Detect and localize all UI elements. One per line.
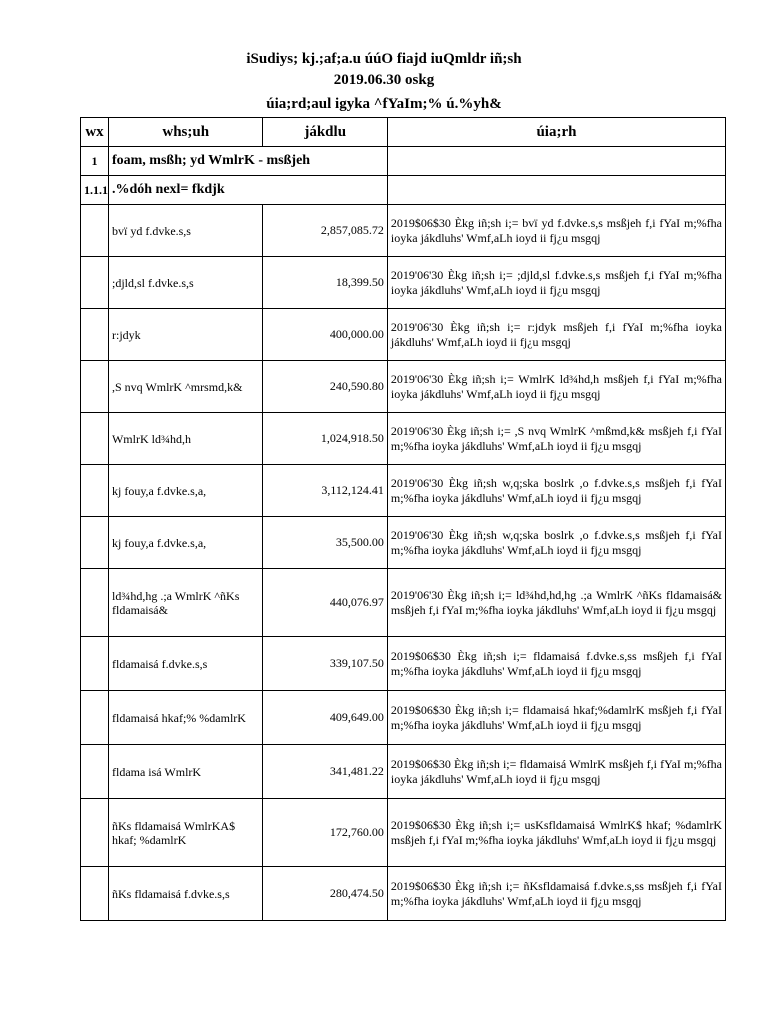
subsection-empty-cell [387,176,725,205]
item-description: 2019$06$30 Èkg iñ;sh i;= bvï yd f.dvke.s,s msßjeh f,i fYaI m;%fha ioyka jákdluhs' Wmf,aLh ioyd ii fj¿u msgqj [387,205,725,257]
item-description: 2019'06'30 Èkg iñ;sh i;= r:jdyk msßjeh f,i fYaI m;%fha ioyka jákdluhs' Wmf,aLh ioyd ii fj¿u msgqj [387,309,725,361]
item-description: 2019$06$30 Èkg iñ;sh i;= fldamaisá WmlrK msßjeh f,i fYaI m;%fha ioyka jákdluhs' Wmf,aLh ioyd ii fj¿u msgqj [387,745,725,799]
table-row [81,465,726,517]
item-description: 2019'06'30 Èkg iñ;sh i;= ,S nvq WmlrK ^mßmd,k& msßjeh f,i fYaI m;%fha ioyka jákdluhs' Wmf,aLh ioyd ii fj¿u msgqj [387,413,725,465]
subsection-label: .%dóh nexl= fkdjk [108,176,387,205]
item-amount: 409,649.00 [263,691,387,745]
report-title: úia;rd;aul igyka ^fYaIm;% ú.%yh& [266,96,502,112]
item-name: fldama isá WmlrK [108,745,263,799]
col-header-amount: jákdlu [263,118,387,147]
item-name: r:jdyk [108,309,263,361]
table-row [81,637,726,691]
item-description: 2019'06'30 Èkg iñ;sh i;= ;djld,sl f.dvke.s,s msßjeh f,i fYaI m;%fha ioyka jákdluhs' Wmf,aLh ioyd ii fj¿u msgqj [387,257,725,309]
society-name: iSudiys; kj.;af;a.u úúO fiajd iuQmldr iñ;sh [246,51,522,67]
item-name: ñKs fldamaisá WmlrKA$ hkaf; %damlrK [108,799,263,867]
item-description: 2019$06$30 Èkg iñ;sh i;= ñKsfldamaisá f.dvke.s,ss msßjeh f,i fYaI m;%fha ioyka jákdluhs' Wmf,aLh ioyd ii fj¿u msgqj [387,867,725,921]
item-name: ;djld,sl f.dvke.s,s [108,257,263,309]
item-description: 2019'06'30 Èkg iñ;sh w,q;ska boslrk ,o f.dvke.s,s msßjeh f,i fYaI m;%fha ioyka jákdluhs' Wmf,aLh ioyd ii fj¿u msgqj [387,517,725,569]
item-description: 2019$06$30 Èkg iñ;sh i;= fldamaisá hkaf;%damlrK msßjeh f,i fYaI m;%fha ioyka jákdluhs' Wmf,aLh ioyd ii fj¿u msgqj [387,691,725,745]
item-name: kj fouy,a f.dvke.s,a, [108,517,263,569]
section-row [81,147,726,176]
assets-table [80,117,726,921]
table-row [81,745,726,799]
table-row [81,309,726,361]
subsection-row [81,176,726,205]
table-row [81,413,726,465]
table-row [81,257,726,309]
item-amount: 341,481.22 [263,745,387,799]
section-number: 1 [81,147,109,176]
table-row [81,205,726,257]
item-description: 2019$06$30 Èkg iñ;sh i;= usKsfldamaisá WmlrK$ hkaf; %damlrK msßjeh f,i fYaI m;%fha ioyka jákdluhs' Wmf,aLh ioyd ii fj¿u msgqj [387,799,725,867]
report-date: 2019.06.30 oskg [333,72,435,88]
table-row [81,361,726,413]
item-amount: 35,500.00 [263,517,387,569]
section-label: foam, msßh; yd WmlrK - msßjeh [108,147,387,176]
col-header-item: whs;uh [108,118,263,147]
table-row [81,799,726,867]
table-row [81,569,726,637]
item-name: fldamaisá hkaf;% %damlrK [108,691,263,745]
subsection-number: 1.1.1 [81,176,109,205]
item-description: 2019'06'30 Èkg iñ;sh i;= ld¾hd,hd,hg .;a WmlrK ^ñKs fldamaisá& msßjeh f,i fYaI m;%fha ioyka jákdluhs' Wmf,aLh ioyd ii fj¿u msgqj [387,569,725,637]
item-name: kj fouy,a f.dvke.s,a, [108,465,263,517]
item-amount: 1,024,918.50 [263,413,387,465]
item-name: WmlrK ld¾hd,h [108,413,263,465]
item-name: fldamaisá f.dvke.s,s [108,637,263,691]
table-header-row [81,118,726,147]
col-header-description: úia;rh [387,118,725,147]
item-name: ,S nvq WmlrK ^mrsmd,k& [108,361,263,413]
item-description: 2019'06'30 Èkg iñ;sh i;= WmlrK ld¾hd,h msßjeh f,i fYaI m;%fha ioyka jákdluhs' Wmf,aLh ioyd ii fj¿u msgqj [387,361,725,413]
item-amount: 18,399.50 [263,257,387,309]
item-amount: 339,107.50 [263,637,387,691]
item-description: 2019$06$30 Èkg iñ;sh i;= fldamaisá f.dvke.s,ss msßjeh f,i fYaI m;%fha ioyka jákdluhs' Wmf,aLh ioyd ii fj¿u msgqj [387,637,725,691]
item-amount: 440,076.97 [263,569,387,637]
item-name: ñKs fldamaisá f.dvke.s,s [108,867,263,921]
item-amount: 400,000.00 [263,309,387,361]
item-name: ld¾hd,hg .;a WmlrK ^ñKs fldamaisá& [108,569,263,637]
col-header-number: wx [81,118,109,147]
item-amount: 2,857,085.72 [263,205,387,257]
item-amount: 280,474.50 [263,867,387,921]
section-empty-cell [387,147,725,176]
item-amount: 172,760.00 [263,799,387,867]
item-amount: 3,112,124.41 [263,465,387,517]
item-description: 2019'06'30 Èkg iñ;sh w,q;ska boslrk ,o f.dvke.s,s msßjeh f,i fYaI m;%fha ioyka jákdluhs' Wmf,aLh ioyd ii fj¿u msgqj [387,465,725,517]
item-name: bvï yd f.dvke.s,s [108,205,263,257]
item-amount: 240,590.80 [263,361,387,413]
table-row [81,517,726,569]
table-row [81,867,726,921]
table-row [81,691,726,745]
